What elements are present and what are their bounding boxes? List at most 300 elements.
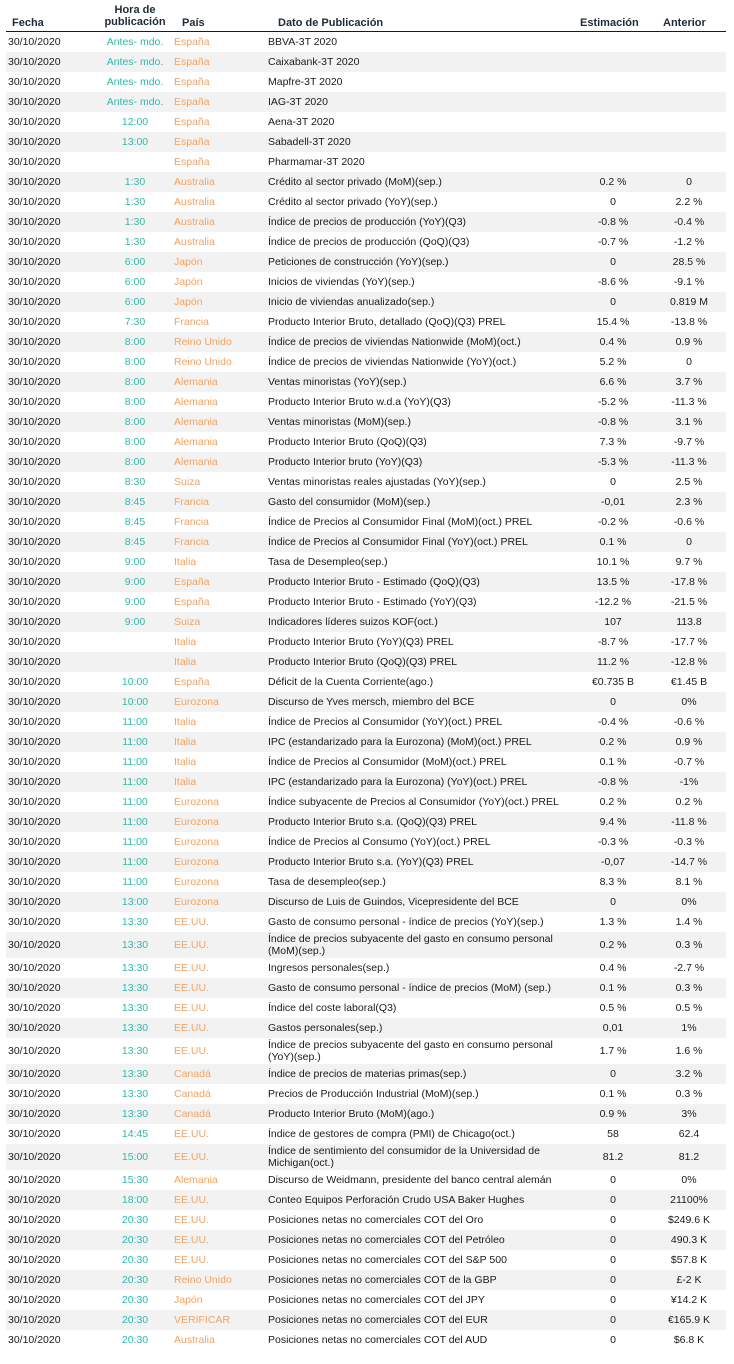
cell-anterior: -11.8 % xyxy=(671,816,707,828)
cell-hora: 9:00 xyxy=(124,576,146,588)
cell-dato: Discurso de Yves mersch, miembro del BCE xyxy=(268,696,475,708)
cell-dato: Índice de precios de viviendas Nationwide (MoM)(oct.) xyxy=(268,336,521,348)
cell-dato: Índice de Precios al Consumidor Final (MoM)(oct.) PREL xyxy=(268,516,533,528)
cell-anterior: -1.2 % xyxy=(673,236,705,248)
cell-pais: Reino Unido xyxy=(174,1274,232,1286)
cell-pais: Italia xyxy=(174,636,197,648)
cell-anterior: $57.8 K xyxy=(670,1254,708,1266)
cell-fecha: 30/10/2020 xyxy=(8,756,61,768)
cell-dato: Índice de precios de viviendas Nationwide (YoY)(oct.) xyxy=(268,356,517,368)
cell-fecha: 30/10/2020 xyxy=(8,1022,61,1034)
cell-anterior: 2.2 % xyxy=(675,196,703,208)
cell-dato: Producto Interior Bruto - Estimado (YoY)(Q3) xyxy=(268,596,477,608)
table-row xyxy=(6,432,726,452)
cell-pais: Australia xyxy=(174,216,215,228)
cell-estimacion: -0.4 % xyxy=(597,716,629,728)
cell-pais: Alemania xyxy=(174,376,218,388)
cell-hora: 11:00 xyxy=(122,796,148,808)
table-row xyxy=(6,412,726,432)
cell-estimacion: 0 xyxy=(610,1214,616,1226)
cell-estimacion: -0.7 % xyxy=(597,236,629,248)
cell-pais: Eurozona xyxy=(174,856,219,868)
cell-dato: Precios de Producción Industrial (MoM)(sep.) xyxy=(268,1088,479,1100)
cell-estimacion: 0 xyxy=(610,1254,616,1266)
cell-hora: 11:00 xyxy=(122,836,148,848)
cell-hora: 8:00 xyxy=(124,416,146,428)
cell-dato: Ventas minoristas reales ajustadas (YoY)(sep.) xyxy=(268,476,486,488)
cell-pais: Australia xyxy=(174,1334,215,1346)
table-row xyxy=(6,492,726,512)
cell-dato: Posiciones netas no comerciales COT de la GBP xyxy=(268,1274,497,1286)
cell-dato: Índice de Precios al Consumidor (YoY)(oct.) PREL xyxy=(268,716,503,728)
cell-anterior: -0.4 % xyxy=(673,216,705,228)
table-row xyxy=(6,812,726,832)
cell-anterior: 0.9 % xyxy=(675,336,703,348)
cell-fecha: 30/10/2020 xyxy=(8,1334,61,1346)
cell-fecha: 30/10/2020 xyxy=(8,962,61,974)
cell-fecha: 30/10/2020 xyxy=(8,896,61,908)
cell-anterior: -0.3 % xyxy=(673,836,705,848)
cell-fecha: 30/10/2020 xyxy=(8,156,61,168)
cell-pais: Reino Unido xyxy=(174,336,232,348)
cell-fecha: 30/10/2020 xyxy=(8,236,61,248)
cell-pais: Australia xyxy=(174,196,215,208)
table-row xyxy=(6,1230,726,1250)
cell-anterior: -9.7 % xyxy=(673,436,705,448)
table-row xyxy=(6,1330,726,1350)
table-row xyxy=(6,1310,726,1330)
table-row xyxy=(6,592,726,612)
table-row xyxy=(6,852,726,872)
cell-anterior: 0 xyxy=(686,536,692,548)
cell-fecha: 30/10/2020 xyxy=(8,856,61,868)
cell-pais: Italia xyxy=(174,756,197,768)
cell-anterior: -9.1 % xyxy=(673,276,705,288)
table-row xyxy=(6,792,726,812)
cell-fecha: 30/10/2020 xyxy=(8,876,61,888)
cell-anterior: -17.8 % xyxy=(670,576,708,588)
cell-anterior: 2.5 % xyxy=(675,476,703,488)
cell-fecha: 30/10/2020 xyxy=(8,256,61,268)
table-row xyxy=(6,452,726,472)
cell-pais: EE.UU. xyxy=(174,1234,210,1246)
cell-fecha: 30/10/2020 xyxy=(8,76,61,88)
cell-anterior: 0.819 M xyxy=(670,296,708,308)
cell-anterior: $249.6 K xyxy=(667,1214,711,1226)
cell-estimacion: 0.1 % xyxy=(599,982,627,994)
cell-anterior: 3.1 % xyxy=(675,416,703,428)
cell-pais: Australia xyxy=(174,236,215,248)
cell-estimacion: 0.2 % xyxy=(599,796,627,808)
cell-anterior: 0.2 % xyxy=(675,796,703,808)
cell-hora: 20:30 xyxy=(121,1294,149,1306)
cell-hora: 14:45 xyxy=(121,1128,149,1140)
cell-hora: 9:00 xyxy=(124,556,146,568)
cell-estimacion: 58 xyxy=(607,1128,619,1140)
cell-estimacion: 7.3 % xyxy=(599,436,627,448)
cell-anterior: -13.8 % xyxy=(670,316,708,328)
cell-anterior: 81.2 xyxy=(678,1151,700,1163)
cell-pais: Japón xyxy=(174,296,203,308)
table-row xyxy=(6,672,726,692)
cell-anterior: -12.8 % xyxy=(670,656,708,668)
cell-fecha: 30/10/2020 xyxy=(8,596,61,608)
cell-pais: EE.UU. xyxy=(174,1151,210,1163)
cell-estimacion: 15.4 % xyxy=(596,316,630,328)
cell-estimacion: 6.6 % xyxy=(599,376,627,388)
cell-anterior: 0.3 % xyxy=(675,939,703,951)
cell-pais: Francia xyxy=(174,536,210,548)
cell-dato: Índice de precios subyacente del gasto en consumo personal (MoM)(sep.) xyxy=(268,933,553,957)
table-row xyxy=(6,1018,726,1038)
cell-dato: Crédito al sector privado (YoY)(sep.) xyxy=(268,196,438,208)
cell-pais: España xyxy=(174,156,210,168)
cell-fecha: 30/10/2020 xyxy=(8,982,61,994)
cell-hora: 13:30 xyxy=(121,1068,149,1080)
cell-dato: Discurso de Weidmann, presidente del banco central alemán xyxy=(268,1174,552,1186)
cell-hora: 13:30 xyxy=(121,962,149,974)
cell-fecha: 30/10/2020 xyxy=(8,696,61,708)
cell-fecha: 30/10/2020 xyxy=(8,196,61,208)
table-row xyxy=(6,1124,726,1144)
cell-estimacion: 1.3 % xyxy=(599,916,627,928)
cell-anterior: 0.3 % xyxy=(675,1088,703,1100)
cell-pais: EE.UU. xyxy=(174,1214,210,1226)
cell-dato: Índice de precios de materias primas(sep.) xyxy=(268,1068,467,1080)
cell-dato: Mapfre-3T 2020 xyxy=(268,76,343,88)
cell-dato: Tasa de desempleo(sep.) xyxy=(268,876,386,888)
cell-estimacion: -5.2 % xyxy=(597,396,629,408)
cell-dato: Tasa de Desempleo(sep.) xyxy=(268,556,388,568)
header-dato: Dato de Publicación xyxy=(278,17,384,29)
cell-hora: 7:30 xyxy=(124,316,146,328)
table-row xyxy=(6,612,726,632)
cell-pais: España xyxy=(174,576,210,588)
cell-pais: Italia xyxy=(174,776,197,788)
cell-hora: 15:30 xyxy=(121,1174,149,1186)
cell-hora: 8:00 xyxy=(124,456,146,468)
cell-fecha: 30/10/2020 xyxy=(8,1314,61,1326)
cell-pais: EE.UU. xyxy=(174,1002,210,1014)
cell-estimacion: 0 xyxy=(610,1068,616,1080)
cell-dato: Gastos personales(sep.) xyxy=(268,1022,383,1034)
cell-hora: 20:30 xyxy=(121,1214,149,1226)
cell-estimacion: -0.8 % xyxy=(597,776,629,788)
cell-estimacion: 0.1 % xyxy=(599,1088,627,1100)
cell-dato: Índice de precios de producción (YoY)(Q3) xyxy=(268,216,467,228)
cell-pais: España xyxy=(174,76,210,88)
cell-dato: Indicadores líderes suizos KOF(oct.) xyxy=(268,616,438,628)
cell-dato: Crédito al sector privado (MoM)(sep.) xyxy=(268,176,442,188)
cell-hora: 6:00 xyxy=(124,276,146,288)
cell-dato: Producto Interior Bruto, detallado (QoQ)(Q3) PREL xyxy=(268,316,506,328)
cell-hora: 1:30 xyxy=(124,236,146,248)
table-row xyxy=(6,272,726,292)
cell-dato: Inicio de viviendas anualizado(sep.) xyxy=(268,296,435,308)
cell-estimacion: -12.2 % xyxy=(594,596,632,608)
cell-fecha: 30/10/2020 xyxy=(8,1151,61,1163)
table-row xyxy=(6,912,726,932)
cell-pais: EE.UU. xyxy=(174,1045,210,1057)
cell-fecha: 30/10/2020 xyxy=(8,1002,61,1014)
cell-estimacion: 0 xyxy=(610,1334,616,1346)
cell-hora: 12:00 xyxy=(121,116,149,128)
cell-dato: Aena-3T 2020 xyxy=(268,116,335,128)
cell-fecha: 30/10/2020 xyxy=(8,176,61,188)
cell-estimacion: 0 xyxy=(610,296,616,308)
cell-dato: Conteo Equipos Perforación Crudo USA Baker Hughes xyxy=(268,1194,525,1206)
cell-fecha: 30/10/2020 xyxy=(8,116,61,128)
cell-estimacion: 0 xyxy=(610,256,616,268)
cell-pais: Canadá xyxy=(174,1088,211,1100)
cell-estimacion: 0.1 % xyxy=(599,536,627,548)
cell-dato: Sabadell-3T 2020 xyxy=(268,136,351,148)
cell-hora: 13:00 xyxy=(121,896,149,908)
cell-estimacion: 0 xyxy=(610,1234,616,1246)
cell-estimacion: 0 xyxy=(610,1174,616,1186)
cell-fecha: 30/10/2020 xyxy=(8,356,61,368)
cell-estimacion: 0.2 % xyxy=(599,176,627,188)
table-row xyxy=(6,1290,726,1310)
table-body xyxy=(6,32,726,1350)
cell-fecha: 30/10/2020 xyxy=(8,1274,61,1286)
cell-anterior: 0.9 % xyxy=(675,736,703,748)
cell-pais: España xyxy=(174,56,210,68)
cell-pais: Italia xyxy=(174,556,197,568)
cell-fecha: 30/10/2020 xyxy=(8,1294,61,1306)
cell-fecha: 30/10/2020 xyxy=(8,536,61,548)
cell-dato: Gasto de consumo personal - índice de precios (YoY)(sep.) xyxy=(268,916,544,928)
cell-hora: 1:30 xyxy=(124,176,146,188)
cell-dato: Producto Interior Bruto s.a. (YoY)(Q3) PREL xyxy=(268,856,474,868)
cell-dato: Posiciones netas no comerciales COT del JPY xyxy=(268,1294,485,1306)
cell-pais: España xyxy=(174,36,210,48)
cell-anterior: 0.5 % xyxy=(675,1002,703,1014)
cell-hora: 11:00 xyxy=(122,816,148,828)
cell-anterior: 3% xyxy=(681,1108,697,1120)
cell-dato: Producto Interior bruto (YoY)(Q3) xyxy=(268,456,423,468)
cell-dato: Índice del coste laboral(Q3) xyxy=(268,1002,397,1014)
table-row xyxy=(6,292,726,312)
cell-dato: Índice subyacente de Precios al Consumidor (YoY)(oct.) PREL xyxy=(268,796,559,808)
cell-estimacion: 107 xyxy=(604,616,622,628)
cell-hora: 20:30 xyxy=(121,1234,149,1246)
cell-dato: Índice de gestores de compra (PMI) de Chicago(oct.) xyxy=(268,1128,515,1140)
cell-pais: Canadá xyxy=(174,1068,211,1080)
cell-fecha: 30/10/2020 xyxy=(8,276,61,288)
cell-estimacion: 8.3 % xyxy=(599,876,627,888)
cell-anterior: $6.8 K xyxy=(673,1334,705,1346)
cell-estimacion: 0.2 % xyxy=(599,736,627,748)
cell-pais: Eurozona xyxy=(174,696,219,708)
cell-fecha: 30/10/2020 xyxy=(8,336,61,348)
cell-hora: 9:00 xyxy=(124,596,146,608)
cell-hora: 10:00 xyxy=(121,676,149,688)
cell-dato: Déficit de la Cuenta Corriente(ago.) xyxy=(268,676,434,688)
cell-hora: 20:30 xyxy=(121,1334,149,1346)
cell-pais: Francia xyxy=(174,516,210,528)
cell-fecha: 30/10/2020 xyxy=(8,796,61,808)
cell-hora: 11:00 xyxy=(122,736,148,748)
cell-dato: Pharmamar-3T 2020 xyxy=(268,156,365,168)
cell-dato: Caixabank-3T 2020 xyxy=(268,56,360,68)
cell-pais: VERIFICAR xyxy=(174,1314,231,1326)
cell-fecha: 30/10/2020 xyxy=(8,1128,61,1140)
table-row xyxy=(6,692,726,712)
cell-dato: Índice de sentimiento del consumidor de la Universidad de Michigan(oct.) xyxy=(268,1145,540,1169)
cell-fecha: 30/10/2020 xyxy=(8,316,61,328)
cell-dato: Posiciones netas no comerciales COT del Oro xyxy=(268,1214,484,1226)
cell-dato: Índice de precios subyacente del gasto en consumo personal (YoY)(sep.) xyxy=(268,1039,553,1063)
cell-anterior: 9.7 % xyxy=(675,556,703,568)
table-row xyxy=(6,1170,726,1190)
cell-anterior: 113.8 xyxy=(676,616,702,628)
cell-dato: Inicios de viviendas (YoY)(sep.) xyxy=(268,276,415,288)
cell-dato: Producto Interior Bruto (MoM)(ago.) xyxy=(268,1108,435,1120)
cell-pais: Japón xyxy=(174,1294,203,1306)
cell-anterior: -2.7 % xyxy=(673,962,705,974)
cell-estimacion: -0.8 % xyxy=(597,416,629,428)
cell-estimacion: 0 xyxy=(610,696,616,708)
table-row xyxy=(6,92,726,112)
table-row xyxy=(6,1210,726,1230)
cell-pais: Alemania xyxy=(174,1174,218,1186)
cell-estimacion: -5.3 % xyxy=(597,456,629,468)
cell-pais: EE.UU. xyxy=(174,1194,210,1206)
cell-dato: Posiciones netas no comerciales COT del EUR xyxy=(268,1314,488,1326)
table-row xyxy=(6,1190,726,1210)
cell-dato: Posiciones netas no comerciales COT del S&P 500 xyxy=(268,1254,507,1266)
cell-dato: Producto Interior Bruto w.d.a (YoY)(Q3) xyxy=(268,396,451,408)
cell-pais: Suiza xyxy=(174,616,201,628)
table-row xyxy=(6,192,726,212)
cell-fecha: 30/10/2020 xyxy=(8,1214,61,1226)
cell-hora: 6:00 xyxy=(124,296,146,308)
cell-dato: Producto Interior Bruto s.a. (QoQ)(Q3) PREL xyxy=(268,816,477,828)
cell-hora: Antes- mdo. xyxy=(106,76,164,88)
cell-hora: 15:00 xyxy=(121,1151,149,1163)
cell-anterior: £-2 K xyxy=(676,1274,702,1286)
cell-dato: Posiciones netas no comerciales COT del AUD xyxy=(268,1334,488,1346)
table-row xyxy=(6,1250,726,1270)
cell-estimacion: -8.6 % xyxy=(597,276,629,288)
cell-estimacion: 10.1 % xyxy=(596,556,630,568)
table-row xyxy=(6,112,726,132)
header-anterior: Anterior xyxy=(663,17,706,29)
table-row xyxy=(6,1270,726,1290)
cell-anterior: 1% xyxy=(681,1022,697,1034)
table-row xyxy=(6,772,726,792)
cell-anterior: €165.9 K xyxy=(667,1314,711,1326)
cell-anterior: 0 xyxy=(686,176,692,188)
cell-fecha: 30/10/2020 xyxy=(8,496,61,508)
cell-dato: Producto Interior Bruto (QoQ)(Q3) PREL xyxy=(268,656,458,668)
cell-estimacion: 1.7 % xyxy=(599,1045,627,1057)
cell-hora: 13:30 xyxy=(121,1088,149,1100)
cell-estimacion: 0 xyxy=(610,476,616,488)
cell-anterior: 28.5 % xyxy=(672,256,706,268)
cell-pais: España xyxy=(174,136,210,148)
table-row xyxy=(6,632,726,652)
cell-pais: Japón xyxy=(174,256,203,268)
cell-pais: EE.UU. xyxy=(174,1128,210,1140)
cell-fecha: 30/10/2020 xyxy=(8,676,61,688)
cell-estimacion: 0.2 % xyxy=(599,939,627,951)
cell-pais: EE.UU. xyxy=(174,982,210,994)
cell-estimacion: -0.3 % xyxy=(597,836,629,848)
cell-pais: España xyxy=(174,676,210,688)
cell-fecha: 30/10/2020 xyxy=(8,1045,61,1057)
cell-estimacion: 0,01 xyxy=(602,1022,624,1034)
table-header xyxy=(6,0,726,32)
cell-fecha: 30/10/2020 xyxy=(8,1068,61,1080)
cell-anterior: 0 xyxy=(686,356,692,368)
cell-pais: Eurozona xyxy=(174,876,219,888)
cell-dato: Índice de Precios al Consumidor Final (YoY)(oct.) PREL xyxy=(268,536,528,548)
cell-pais: EE.UU. xyxy=(174,1022,210,1034)
cell-anterior: 0% xyxy=(681,896,697,908)
cell-dato: Producto Interior Bruto - Estimado (QoQ)(Q3) xyxy=(268,576,480,588)
table-row xyxy=(6,998,726,1018)
cell-pais: Italia xyxy=(174,716,197,728)
cell-fecha: 30/10/2020 xyxy=(8,916,61,928)
table-row xyxy=(6,372,726,392)
table-row xyxy=(6,1104,726,1124)
cell-hora: 8:45 xyxy=(124,516,146,528)
cell-estimacion: 0 xyxy=(610,1294,616,1306)
cell-hora: 8:45 xyxy=(124,496,146,508)
cell-hora: 13:30 xyxy=(121,1045,149,1057)
cell-dato: Índice de precios de producción (QoQ)(Q3) xyxy=(268,236,470,248)
cell-hora: 8:00 xyxy=(124,336,146,348)
cell-fecha: 30/10/2020 xyxy=(8,96,61,108)
cell-hora: 11:00 xyxy=(122,716,148,728)
cell-hora: 9:00 xyxy=(124,616,146,628)
cell-estimacion: 11.2 % xyxy=(597,656,629,668)
table-row xyxy=(6,172,726,192)
cell-dato: IPC (estandarizado para la Eurozona) (YoY)(oct.) PREL xyxy=(268,776,528,788)
cell-fecha: 30/10/2020 xyxy=(8,556,61,568)
cell-estimacion: 0 xyxy=(610,1314,616,1326)
table-row xyxy=(6,572,726,592)
cell-dato: Gasto de consumo personal - índice de precios (MoM) (sep.) xyxy=(268,982,552,994)
cell-fecha: 30/10/2020 xyxy=(8,416,61,428)
cell-fecha: 30/10/2020 xyxy=(8,216,61,228)
cell-fecha: 30/10/2020 xyxy=(8,1254,61,1266)
cell-estimacion: -0,07 xyxy=(601,856,625,868)
cell-fecha: 30/10/2020 xyxy=(8,136,61,148)
cell-fecha: 30/10/2020 xyxy=(8,939,61,951)
cell-anterior: -0.6 % xyxy=(673,716,705,728)
cell-pais: Suiza xyxy=(174,476,201,488)
cell-dato: IAG-3T 2020 xyxy=(268,96,328,108)
cell-anterior: -0.6 % xyxy=(673,516,705,528)
cell-pais: Alemania xyxy=(174,416,218,428)
cell-hora: 8:45 xyxy=(124,536,146,548)
cell-pais: Alemania xyxy=(174,396,218,408)
cell-pais: EE.UU. xyxy=(174,1254,210,1266)
cell-estimacion: 0 xyxy=(610,1194,616,1206)
cell-fecha: 30/10/2020 xyxy=(8,736,61,748)
cell-fecha: 30/10/2020 xyxy=(8,1194,61,1206)
cell-fecha: 30/10/2020 xyxy=(8,456,61,468)
cell-dato: Producto Interior Bruto (QoQ)(Q3) xyxy=(268,436,427,448)
cell-estimacion: €0.735 B xyxy=(591,676,635,688)
cell-anterior: 3.2 % xyxy=(675,1068,703,1080)
cell-fecha: 30/10/2020 xyxy=(8,516,61,528)
cell-hora: 6:00 xyxy=(124,256,146,268)
cell-fecha: 30/10/2020 xyxy=(8,776,61,788)
